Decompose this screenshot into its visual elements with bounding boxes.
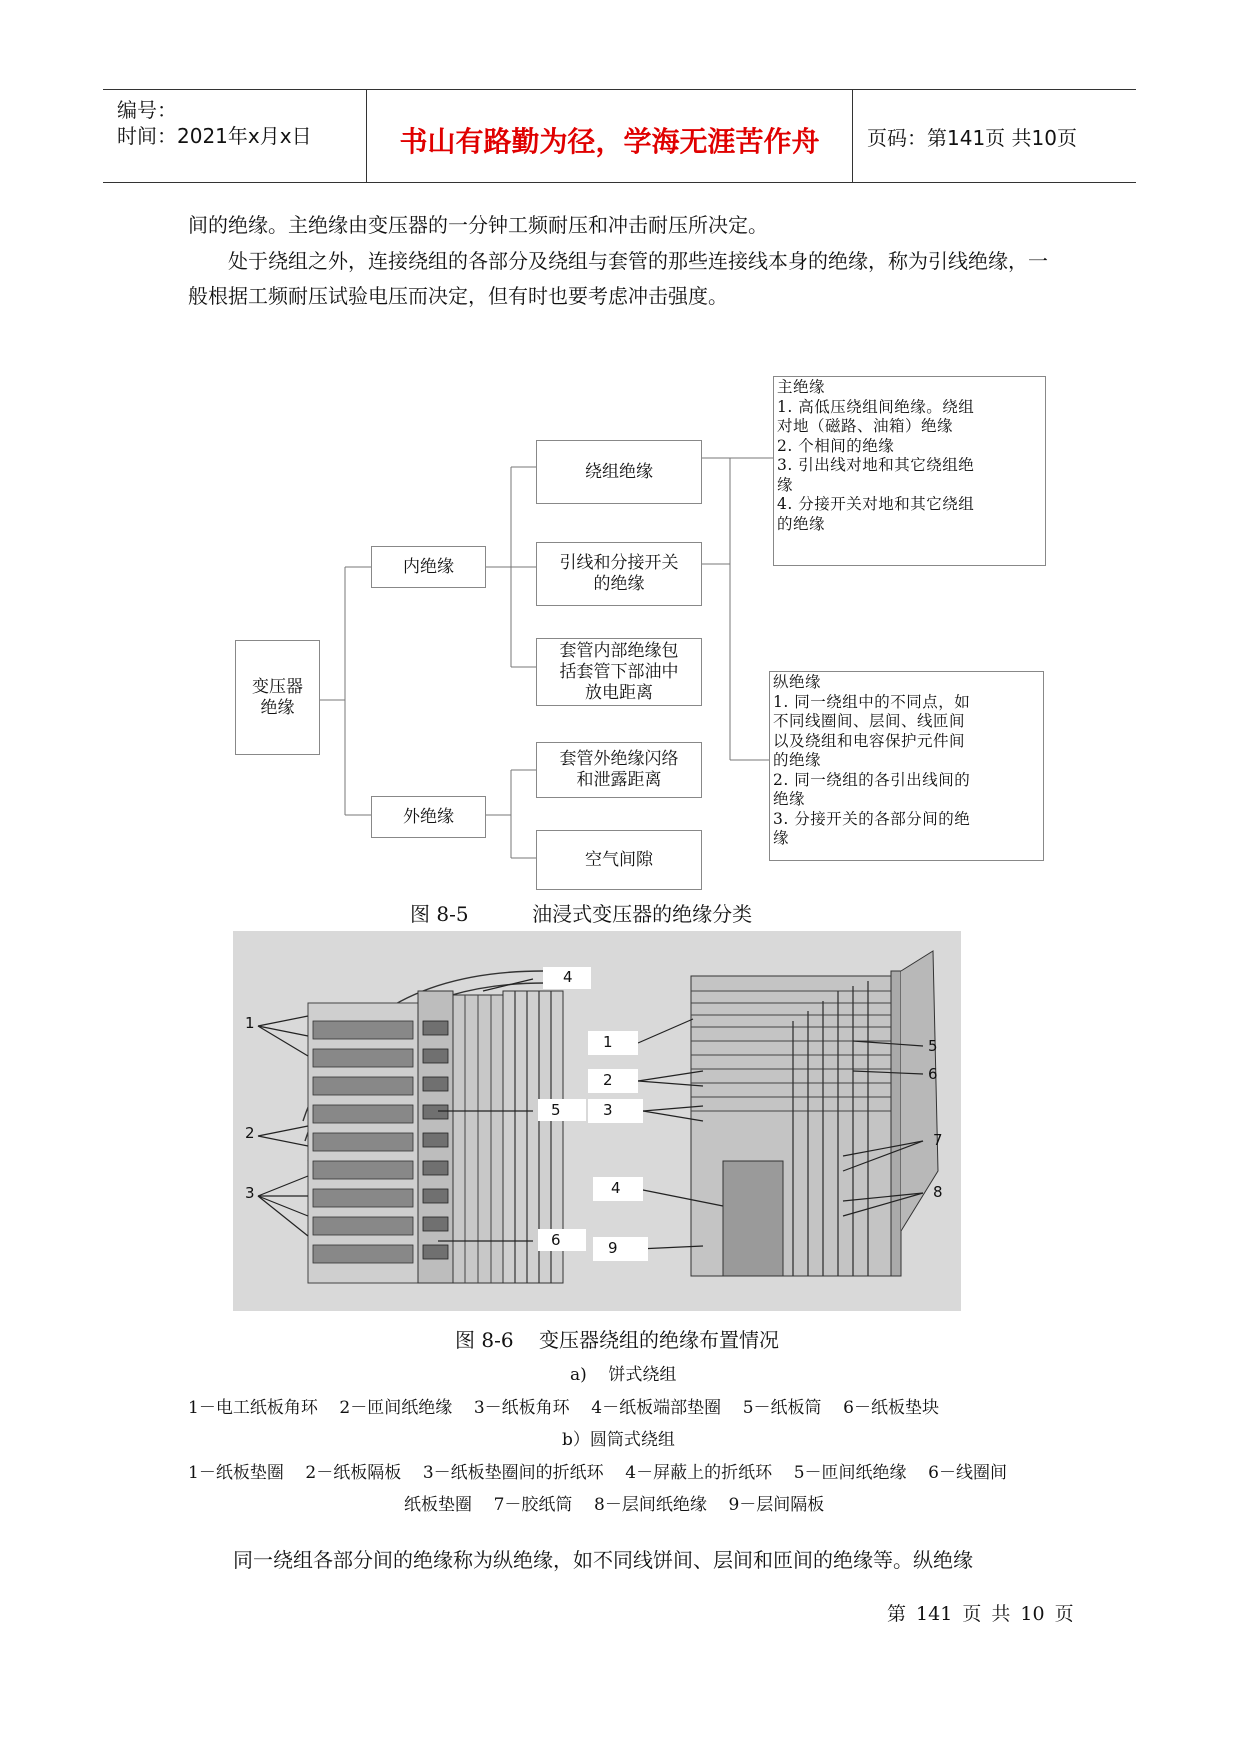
page-footer: 第 141 页 共 10 页: [887, 1603, 1074, 1625]
right-label-4: 4: [611, 1179, 621, 1197]
note-longitudinal-insulation: 纵绝缘 1. 同一绕组中的不同点，如 不同线圈间、层间、线匝间 以及绕组和电容保护元件间 的绝缘 2. 同一绕组的各引出线间的 绝缘 3. 分接开关的各部分间的绝 缘: [769, 671, 1044, 861]
paragraph-2: 处于绕组之外，连接绕组的各部分及绕组与套管的那些连接线本身的绝缘，称为引线绝缘，一般根据工频耐压试验电压而决定，但有时也要考虑冲击强度。: [188, 249, 1048, 308]
header-meta-cell: [103, 90, 367, 182]
legend-a: 1－电工纸板角环 2－匝间纸绝缘 3－纸板角环 4－纸板端部垫圈 5－纸板筒 6－纸板垫块: [188, 1398, 939, 1418]
figure-8-6-caption: 图 8-6 变压器绕组的绝缘布置情况: [455, 1328, 779, 1352]
right-label-9-bg: [593, 1237, 648, 1261]
paragraph-1: 间的绝缘。主绝缘由变压器的一分钟工频耐压和冲击耐压所决定。: [188, 213, 768, 237]
node-air-gap: 空气间隙: [536, 830, 702, 890]
node-inner-insulation: 内绝缘: [371, 546, 486, 588]
left-label-3: 3: [245, 1184, 255, 1202]
left-label-6-bg: [538, 1229, 586, 1251]
figure-8-5-caption: 图 8-5 油浸式变压器的绝缘分类: [410, 902, 753, 926]
header-table: [103, 89, 1136, 183]
paragraph-3: 同一绕组各部分间的绝缘称为纵绝缘，如不同线饼间、层间和匝间的绝缘等。纵绝缘: [233, 1548, 973, 1572]
node-winding-insulation: 绕组绝缘: [536, 440, 702, 504]
left-label-5-bg: [538, 1099, 586, 1121]
left-label-5: 5: [551, 1101, 561, 1119]
right-label-5: 5: [928, 1037, 938, 1055]
motto: 书山有路勤为径，学海无涯苦作舟: [399, 125, 820, 158]
right-label-9: 9: [608, 1239, 618, 1257]
right-label-2-bg: [588, 1069, 638, 1093]
right-label-2: 2: [603, 1071, 613, 1089]
root-node-transformer-insulation: 变压器 绝缘: [235, 640, 320, 755]
left-label-2: 2: [245, 1124, 255, 1142]
right-label-8: 8: [933, 1183, 943, 1201]
serial-number-label: 编号：: [117, 98, 177, 122]
header-motto-cell: [367, 90, 853, 182]
header-page-cell: [853, 90, 1136, 182]
right-label-3-bg: [588, 1099, 643, 1123]
right-label-7: 7: [933, 1131, 943, 1149]
left-label-4: 4: [563, 968, 573, 986]
node-bushing-inner-insulation: 套管内部绝缘包 括套管下部油中 放电距离: [536, 638, 702, 706]
legend-b-line-2: 纸板垫圈 7－胶纸筒 8－层间纸绝缘 9－层间隔板: [404, 1495, 825, 1515]
winding-insulation-photo: [233, 931, 961, 1311]
sub-caption-a: a) 饼式绕组: [570, 1365, 677, 1385]
node-outer-insulation: 外绝缘: [371, 796, 486, 838]
right-label-1-bg: [588, 1031, 638, 1055]
page-number-label: 页码：第141页 共10页: [867, 126, 1077, 150]
time-label: 时间：2021年x月x日: [117, 124, 312, 148]
note-main-insulation: 主绝缘 1. 高低压绕组间绝缘。绕组 对地（磁路、油箱）绝缘 2. 个相间的绝缘 3. 引出线对地和其它绕组绝 缘 4. 分接开关对地和其它绕组 的绝缘: [773, 376, 1046, 566]
left-label-6: 6: [551, 1231, 561, 1249]
right-label-1: 1: [603, 1033, 613, 1051]
right-label-6: 6: [928, 1065, 938, 1083]
right-label-3: 3: [603, 1101, 613, 1119]
sub-caption-b: b）圆筒式绕组: [562, 1430, 675, 1450]
legend-b-line-1: 1－纸板垫圈 2－纸板隔板 3－纸板垫圈间的折纸环 4－屏蔽上的折纸环 5－匝间纸绝缘 6－线圈间: [188, 1463, 1007, 1483]
node-bushing-outer-insulation: 套管外绝缘闪络 和泄露距离: [536, 742, 702, 798]
node-lead-and-tap-changer-insulation: 引线和分接开关 的绝缘: [536, 542, 702, 606]
left-label-1: 1: [245, 1014, 255, 1032]
